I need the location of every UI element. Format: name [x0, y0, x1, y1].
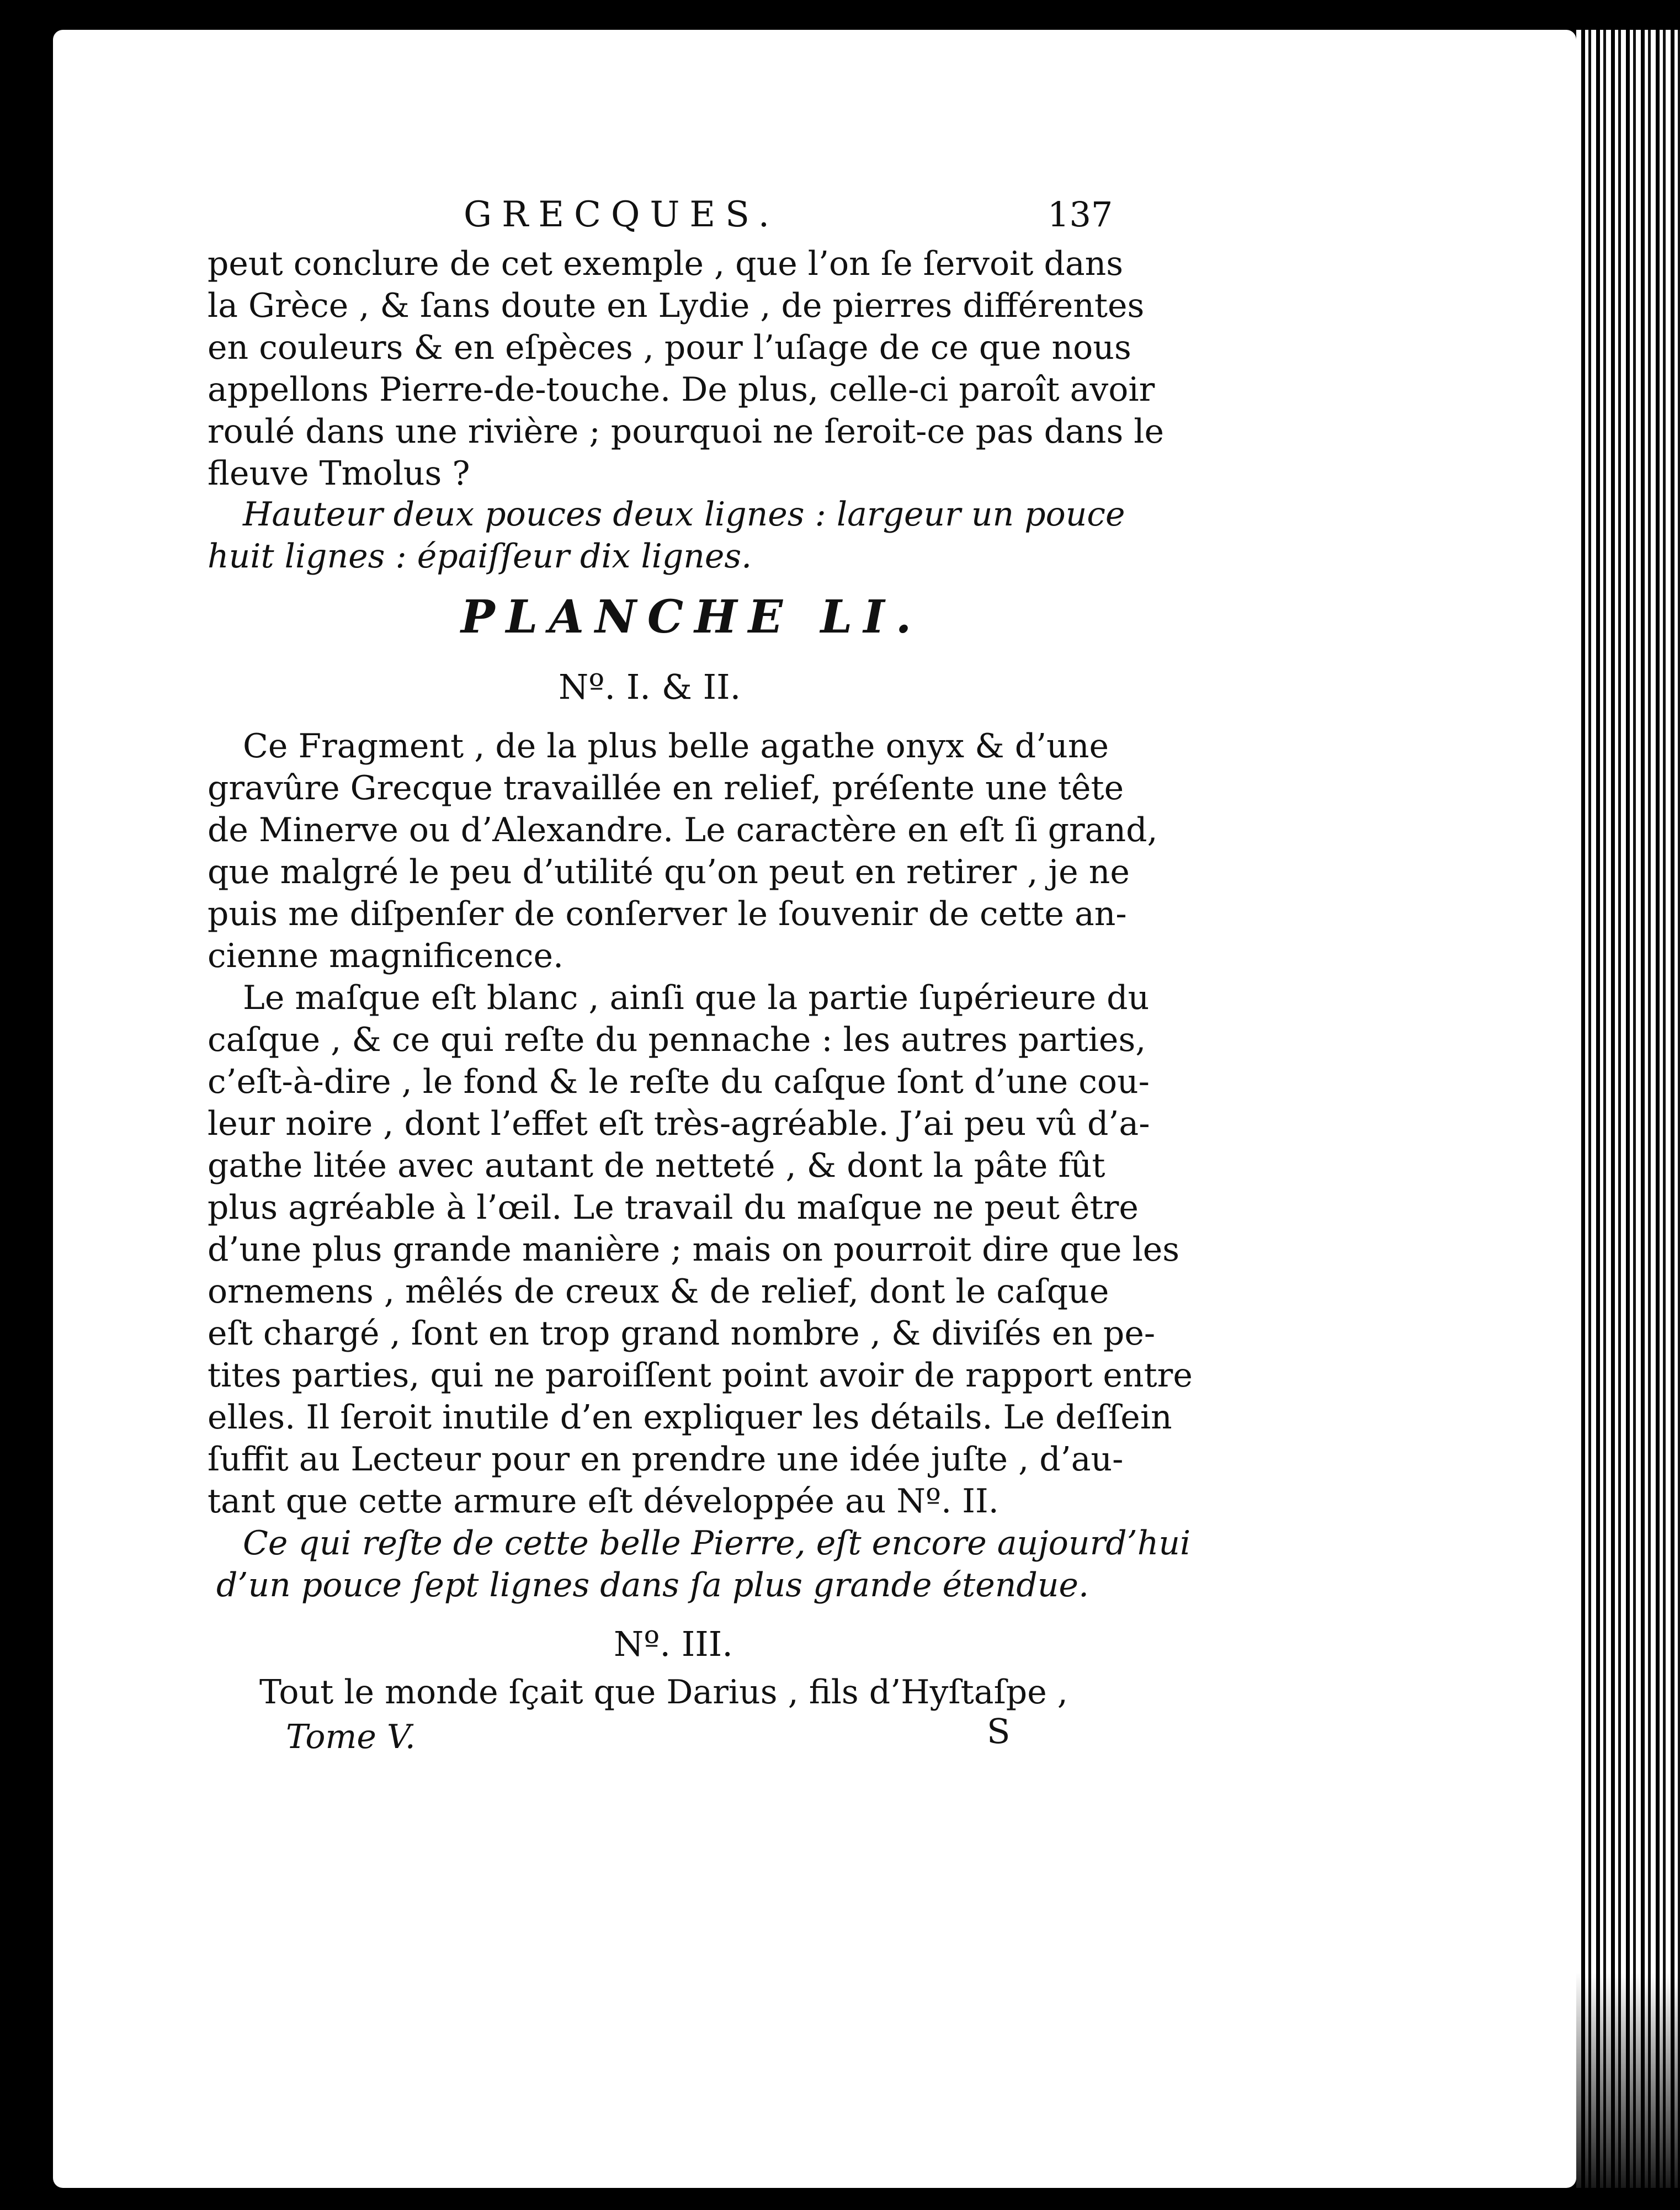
page-number: 137 — [1048, 194, 1113, 235]
text-line: de Minerve ou d’Alexandre. Le caractère en eſt ſi grand, — [208, 811, 1158, 849]
text-line: en couleurs & en eſpèces , pour l’uſage de ce que nous — [208, 328, 1131, 367]
text-line: Le maſque eſt blanc , ainſi que la partie ſupérieure du — [243, 979, 1150, 1017]
text-line: Tout le monde ſçait que Darius , fils d’Hyſtaſpe , — [259, 1673, 1068, 1712]
text-line: la Grèce , & ſans doute en Lydie , de pierres différentes — [208, 286, 1145, 325]
text-line: tites parties, qui ne paroiſſent point avoir de rapport entre — [208, 1356, 1193, 1395]
text-line: ornemens , mêlés de creux & de relief, dont le caſque — [208, 1272, 1109, 1311]
italic-line: d’un pouce ſept lignes dans ſa plus grande étendue. — [216, 1566, 1089, 1605]
section-heading: Nº. I. & II. — [559, 667, 741, 707]
text-line: Ce Fragment , de la plus belle agathe onyx & d’une — [243, 727, 1109, 766]
text-line: fleuve Tmolus ? — [208, 454, 470, 493]
text-line: tant que cette armure eſt développée au Nº. II. — [208, 1482, 999, 1521]
text-line: roulé dans une rivière ; pourquoi ne ſeroit-ce pas dans le — [208, 412, 1164, 451]
text-line: d’une plus grande manière ; mais on pourroit dire que les — [208, 1230, 1180, 1269]
text-line: appellons Pierre-de-touche. De plus, celle-ci paroît avoir — [208, 370, 1155, 409]
gathering-signature: S — [987, 1711, 1011, 1751]
text-line: leur noire , dont l’effet eſt très-agréable. J’ai peu vû d’a- — [208, 1104, 1150, 1143]
page-edge-shadow — [1576, 30, 1680, 2188]
text-line: cienne magnificence. — [208, 937, 564, 975]
section-heading: Nº. III. — [614, 1624, 733, 1664]
text-line: peut conclure de cet exemple , que l’on ſe ſervoit dans — [208, 245, 1124, 283]
text-line: plus agréable à l’œil. Le travail du maſque ne peut être — [208, 1188, 1139, 1227]
text-line: caſque , & ce qui reſte du pennache : les autres parties, — [208, 1021, 1146, 1059]
text-line: elles. Il ſeroit inutile d’en expliquer les détails. Le deſſein — [208, 1398, 1172, 1437]
text-line: c’eſt-à-dire , le fond & le reſte du caſque ſont d’une cou- — [208, 1062, 1150, 1101]
volume-signature: Tome V. — [286, 1718, 416, 1756]
text-line: gravûre Grecque travaillée en relief, préſente une tête — [208, 769, 1124, 808]
italic-line: Ce qui reſte de cette belle Pierre, eſt encore aujourd’hui — [243, 1524, 1191, 1563]
text-line: puis me diſpenſer de conſerver le ſouvenir de cette an- — [208, 895, 1127, 933]
text-line: eſt chargé , ſont en trop grand nombre , & diviſés en pe- — [208, 1314, 1156, 1353]
dimensions-line: huit lignes : épaiſſeur dix lignes. — [208, 537, 752, 576]
text-line: gathe litée avec autant de netteté , & dont la pâte fût — [208, 1146, 1105, 1185]
running-title: GRECQUES. — [464, 194, 780, 235]
text-line: que malgré le peu d’utilité qu’on peut en retirer , je ne — [208, 853, 1130, 891]
plate-title: PLANCHE LI. — [461, 591, 923, 644]
dimensions-line: Hauteur deux pouces deux lignes : largeur un pouce — [243, 495, 1125, 534]
text-line: ſuffit au Lecteur pour en prendre une idée juſte , d’au- — [208, 1440, 1124, 1479]
